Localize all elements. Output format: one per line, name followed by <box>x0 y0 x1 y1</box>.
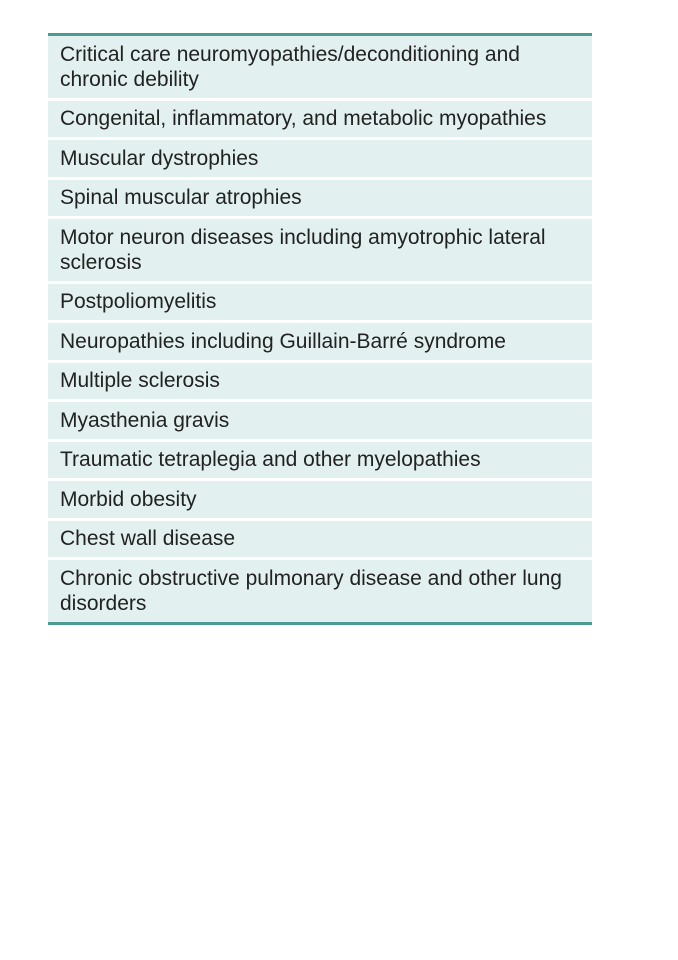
table-row <box>48 481 592 518</box>
table-cell: Muscular dystrophies <box>60 146 259 170</box>
table-row <box>48 140 592 177</box>
table-row <box>48 36 592 98</box>
table-row <box>48 402 592 439</box>
table-row <box>48 442 592 479</box>
table-row <box>48 363 592 400</box>
table-row <box>48 219 592 281</box>
table-cell: Chest wall disease <box>60 527 236 551</box>
table-cell: Critical care neuromyopathies/deconditioning and chronic debility <box>60 42 520 91</box>
conditions-table <box>48 33 592 625</box>
table-cell: Postpoliomyelitis <box>60 290 217 314</box>
table-cell: Congenital, inflammatory, and metabolic myopathies <box>60 107 547 131</box>
table-cell: Traumatic tetraplegia and other myelopathies <box>60 448 481 472</box>
table-row <box>48 560 592 622</box>
table-row <box>48 180 592 217</box>
table-row <box>48 323 592 360</box>
table-cell: Spinal muscular atrophies <box>60 186 302 210</box>
table-cell: Myasthenia gravis <box>60 408 230 432</box>
table-row <box>48 101 592 138</box>
table-row <box>48 284 592 321</box>
table-row <box>48 521 592 558</box>
table-cell: Multiple sclerosis <box>60 369 220 393</box>
table-cell: Morbid obesity <box>60 487 197 511</box>
table-cell: Neuropathies including Guillain-Barré syndrome <box>60 329 506 353</box>
table-cell: Chronic obstructive pulmonary disease and other lung disorders <box>60 566 562 615</box>
table-cell: Motor neuron diseases including amyotrophic lateral sclerosis <box>60 225 546 274</box>
